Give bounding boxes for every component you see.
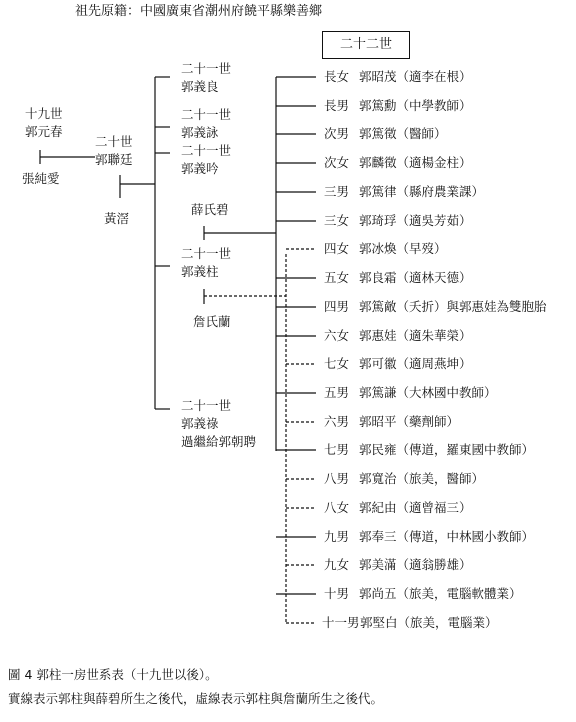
gen22-person: 郭寬治（旅美，醫師） <box>359 471 485 486</box>
gen22-person: 郭堅白（旅美，電腦業） <box>360 615 498 630</box>
gen22-person: 郭奉三（傳道，中林國小教師） <box>359 529 535 544</box>
gen21-5-adoption-note: 過繼給郭朝聘 <box>181 434 257 449</box>
gen21-3-label: 二十一世 <box>181 143 232 158</box>
gen20-spouse: 黃滘 <box>104 211 130 226</box>
gen22-rank: 九男 <box>324 529 350 544</box>
figure-legend-note: 實線表示郭柱與薛碧所生之後代，虛線表示郭柱與詹蘭所生之後代。 <box>8 691 384 706</box>
gen22-person: 郭紀由（適曾福三） <box>359 500 472 515</box>
wife-zhan-lan: 詹氏蘭 <box>193 314 231 329</box>
gen22-rank: 六女 <box>324 328 350 343</box>
gen20-label: 二十世 <box>95 134 133 149</box>
gen22-person: 郭篤徵（醫師） <box>359 126 447 141</box>
gen22-person: 郭良霜（適林天德） <box>359 270 472 285</box>
gen21-1-label: 二十一世 <box>181 61 232 76</box>
gen22-rank: 三女 <box>324 213 350 228</box>
gen21-5-label: 二十一世 <box>181 398 232 413</box>
gen22-person: 郭惠娃（適朱華榮） <box>359 328 472 343</box>
gen21-4-name: 郭義柱 <box>181 264 219 279</box>
gen22-person: 郭篤律（縣府農業課） <box>359 184 485 199</box>
gen22-rank: 三男 <box>324 184 350 199</box>
gen22-rank: 七男 <box>324 442 350 457</box>
gen22-rank: 次女 <box>324 155 350 170</box>
gen22-person: 郭冰煥（早歿） <box>359 241 447 256</box>
gen22-rank: 長男 <box>324 98 350 113</box>
gen22-person: 郭篤勳（中學教師） <box>359 98 472 113</box>
gen22-person: 郭篤敵（夭折）與郭惠娃為雙胞胎 <box>359 299 547 314</box>
gen22-rank: 八男 <box>324 471 350 486</box>
gen21-1-name: 郭義良 <box>181 79 219 94</box>
gen22-rank: 長女 <box>324 69 350 84</box>
gen19-label: 十九世 <box>25 106 63 121</box>
gen21-2-label: 二十一世 <box>181 107 232 122</box>
generation-22-box: 二十二世 <box>322 31 410 59</box>
gen21-4-label: 二十一世 <box>181 246 232 261</box>
gen22-person: 郭尚五（旅美，電腦軟體業） <box>359 586 522 601</box>
gen22-person: 郭民雍（傳道，羅東國中教師） <box>359 442 535 457</box>
gen22-rank: 九女 <box>324 557 350 572</box>
gen22-rank: 十男 <box>324 586 350 601</box>
gen22-person: 郭可徽（適周燕坤） <box>359 356 472 371</box>
gen22-person: 郭昭茂（適李在根） <box>359 69 472 84</box>
gen22-rank: 六男 <box>324 414 350 429</box>
gen22-rank: 次男 <box>324 126 350 141</box>
gen22-rank: 五女 <box>324 270 350 285</box>
gen22-rank: 五男 <box>324 385 350 400</box>
gen22-person: 郭麟徵（適楊金柱） <box>359 155 472 170</box>
gen20-name: 郭聯廷 <box>95 152 133 167</box>
gen22-person: 郭篤謙（大林國中教師） <box>359 385 497 400</box>
gen22-person: 郭昭平（藥劑師） <box>359 414 460 429</box>
gen22-rank: 四女 <box>324 241 350 256</box>
gen21-2-name: 郭義詠 <box>181 125 219 140</box>
gen21-5-name: 郭義祿 <box>181 416 219 431</box>
gen19-name: 郭元春 <box>25 124 63 139</box>
gen22-rank: 七女 <box>324 356 350 371</box>
wife-xue-bi: 薛氏碧 <box>191 202 229 217</box>
gen19-spouse: 張純愛 <box>22 171 60 186</box>
gen22-rank: 八女 <box>324 500 350 515</box>
ancestral-origin-heading: 祖先原籍：中國廣東省潮州府饒平縣樂善鄉 <box>75 4 323 19</box>
gen22-person: 郭美滿（適翁勝雄） <box>359 557 472 572</box>
gen22-rank: 十一男 <box>322 615 360 630</box>
gen22-person: 郭琦琈（適吳芳茹） <box>359 213 472 228</box>
figure-caption: 圖 4 郭柱一房世系表（十九世以後）。 <box>8 667 218 682</box>
gen22-rank: 四男 <box>324 299 350 314</box>
gen21-3-name: 郭義吟 <box>181 161 219 176</box>
